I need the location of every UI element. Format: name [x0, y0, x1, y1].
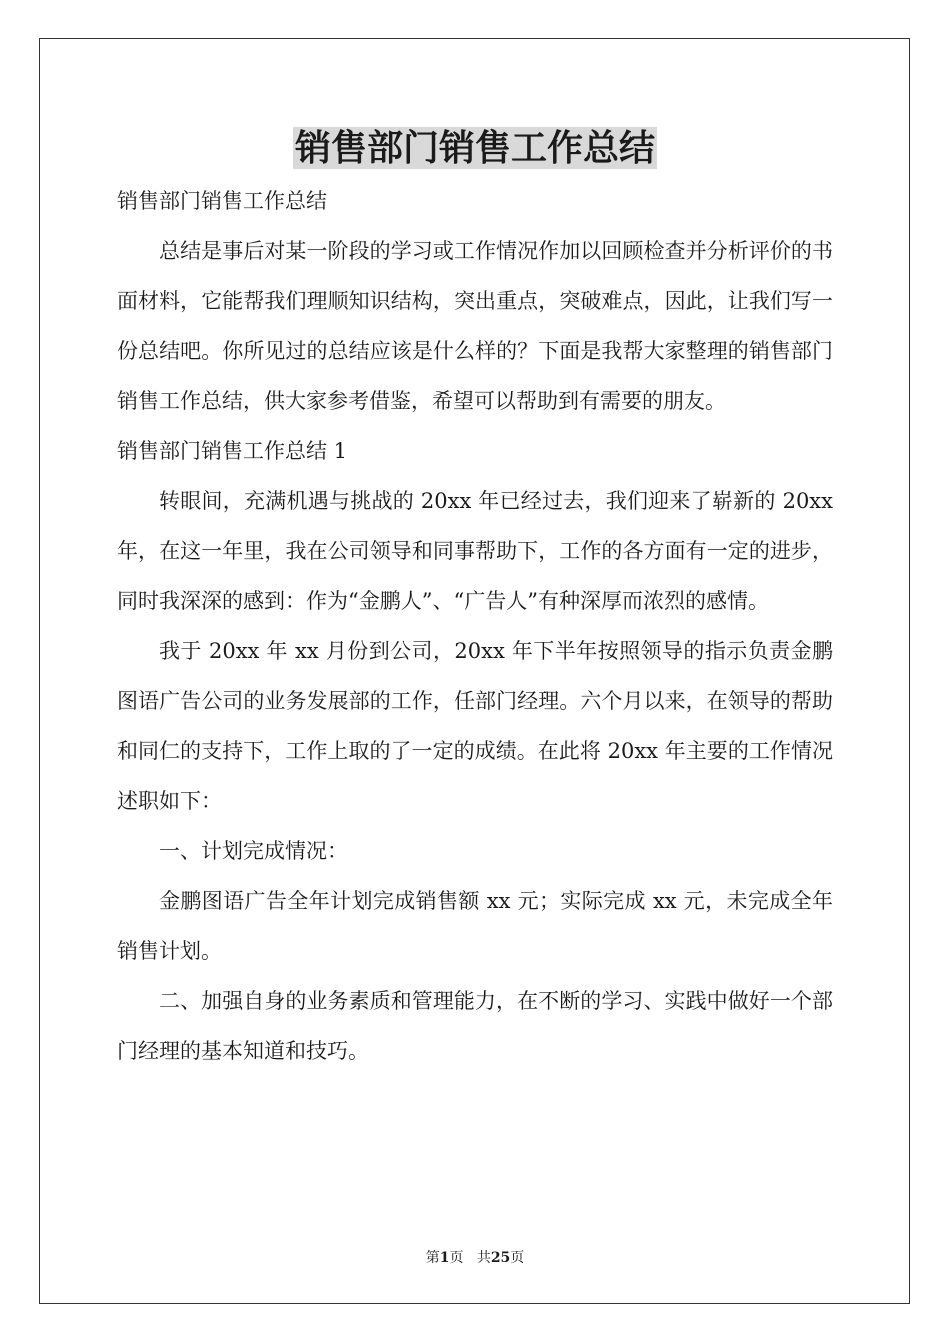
body-paragraph: 二、加强自身的业务素质和管理能力，在不断的学习、实践中做好一个部门经理的基本知道和技巧。	[117, 989, 833, 1063]
page-footer	[0, 1248, 950, 1268]
document-title-text: 销售部门销售工作总结	[294, 127, 655, 169]
section-heading: 销售部门销售工作总结 1	[117, 439, 348, 463]
footer-page-prefix: 第	[425, 1250, 440, 1266]
footer-page-suffix: 页	[449, 1250, 464, 1266]
document-title	[0, 126, 950, 170]
subtitle-paragraph: 销售部门销售工作总结	[117, 189, 327, 213]
list-heading: 一、计划完成情况：	[159, 839, 348, 863]
footer-total-suffix: 页	[510, 1250, 525, 1266]
body-paragraph: 我于 20xx 年 xx 月份到公司，20xx 年下半年按照领导的指示负责金鹏图语广告公司的业务发展部的工作，任部门经理。六个月以来，在领导的帮助和同仁的支持下，工作上取的了一定的成绩。在此将 20xx 年主要的工作情况述职如下：	[117, 639, 833, 813]
intro-paragraph: 总结是事后对某一阶段的学习或工作情况作加以回顾检查并分析评价的书面材料，它能帮我们理顺知识结构，突出重点，突破难点，因此，让我们写一份总结吧。你所见过的总结应该是什么样的？下面是我帮大家整理的销售部门销售工作总结，供大家参考借鉴，希望可以帮助到有需要的朋友。	[117, 239, 833, 413]
body-paragraph: 转眼间，充满机遇与挑战的 20xx 年已经过去，我们迎来了崭新的 20xx 年，在这一年里，我在公司领导和同事帮助下，工作的各方面有一定的进步，同时我深深的感到：作为“金鹏人”、“广告人”有种深厚而浓烈的感情。	[117, 489, 833, 613]
body-paragraph: 金鹏图语广告全年计划完成销售额 xx 元；实际完成 xx 元，未完成全年销售计划。	[117, 889, 833, 963]
footer-total-prefix: 共	[476, 1250, 491, 1266]
document-body	[117, 176, 833, 1076]
footer-page-number: 1	[439, 1250, 450, 1266]
footer-total-pages: 25	[490, 1250, 511, 1266]
